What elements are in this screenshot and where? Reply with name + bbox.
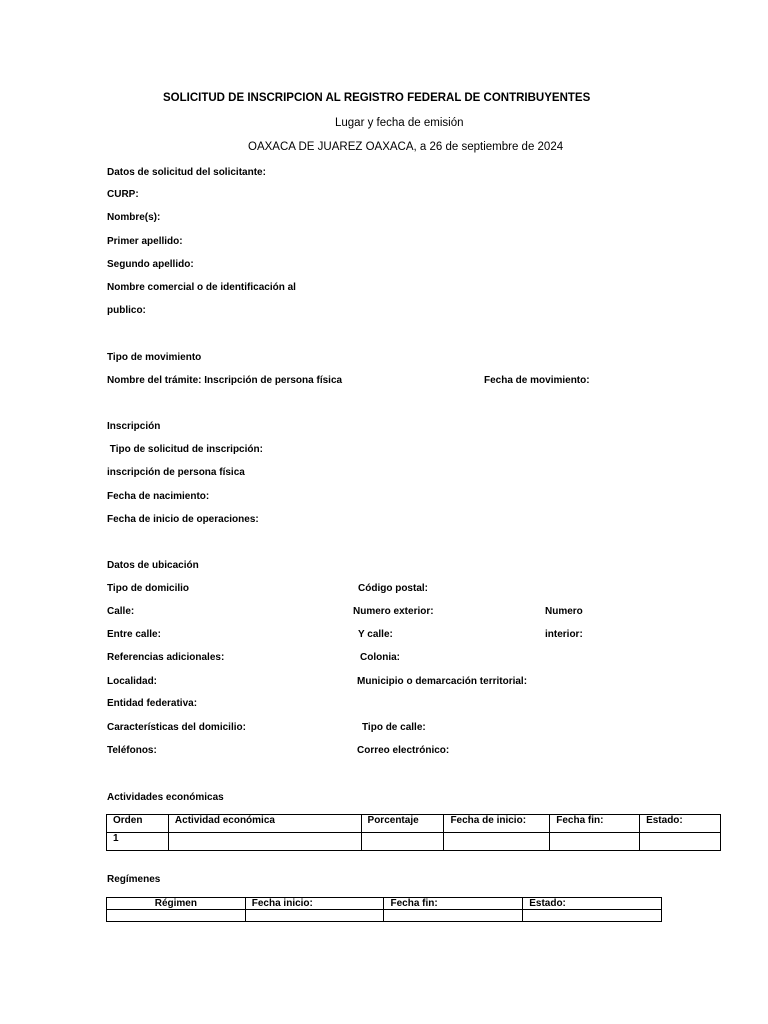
caracteristicas-label: Características del domicilio: bbox=[107, 722, 246, 733]
ubicacion-heading: Datos de ubicación bbox=[107, 560, 199, 571]
codigo-postal-label: Código postal: bbox=[358, 583, 428, 594]
table-cell: 1 bbox=[107, 833, 169, 851]
inscripcion-heading: Inscripción bbox=[107, 421, 161, 432]
referencias-label: Referencias adicionales: bbox=[107, 652, 225, 663]
colonia-label: Colonia: bbox=[360, 652, 400, 663]
table-cell bbox=[640, 833, 721, 851]
calle-label: Calle: bbox=[107, 606, 135, 617]
fecha-inicio-operaciones-label: Fecha de inicio de operaciones: bbox=[107, 514, 259, 525]
table-cell bbox=[444, 833, 550, 851]
correo-label: Correo electrónico: bbox=[357, 745, 450, 756]
curp-label: CURP: bbox=[107, 189, 139, 200]
actividades-heading: Actividades económicas bbox=[107, 792, 224, 803]
entre-calle-label: Entre calle: bbox=[107, 629, 161, 640]
table-cell bbox=[245, 910, 384, 922]
segundo-apellido-label: Segundo apellido: bbox=[107, 259, 194, 270]
tipo-solicitud-value: inscripción de persona física bbox=[107, 467, 245, 478]
header-cell: Régimen bbox=[107, 898, 246, 910]
actividades-table bbox=[106, 814, 721, 851]
table-header-row bbox=[107, 898, 662, 910]
numero-label: Numero bbox=[545, 606, 583, 617]
header-cell: Estado: bbox=[640, 815, 721, 833]
nombre-comercial-label: Nombre comercial o de identificación al bbox=[107, 282, 296, 293]
tipo-calle-label: Tipo de calle: bbox=[362, 722, 426, 733]
header-cell: Orden bbox=[107, 815, 169, 833]
municipio-label: Municipio o demarcación territorial: bbox=[357, 676, 528, 687]
tipo-solicitud-label: Tipo de solicitud de inscripción: bbox=[107, 444, 263, 455]
tipo-domicilio-label: Tipo de domicilio bbox=[107, 583, 190, 594]
header-cell: Fecha fin: bbox=[384, 898, 523, 910]
place-date-label: Lugar y fecha de emisión bbox=[335, 117, 464, 129]
telefonos-label: Teléfonos: bbox=[107, 745, 157, 756]
entidad-label: Entidad federativa: bbox=[107, 698, 198, 709]
primer-apellido-label: Primer apellido: bbox=[107, 236, 183, 247]
place-date-value: OAXACA DE JUAREZ OAXACA, a 26 de septiembre de 2024 bbox=[248, 141, 564, 153]
table-cell bbox=[168, 833, 361, 851]
numero-exterior-label: Numero exterior: bbox=[353, 606, 434, 617]
header-cell: Fecha inicio: bbox=[245, 898, 384, 910]
solicitante-heading: Datos de solicitud del solicitante: bbox=[107, 167, 266, 178]
header-cell: Porcentaje bbox=[361, 815, 444, 833]
table-cell bbox=[107, 910, 246, 922]
interior-label: interior: bbox=[545, 629, 583, 640]
localidad-label: Localidad: bbox=[107, 676, 158, 687]
table-row bbox=[107, 910, 662, 922]
regimenes-table bbox=[106, 897, 662, 922]
document-title: SOLICITUD DE INSCRIPCION AL REGISTRO FEDERAL DE CONTRIBUYENTES bbox=[163, 92, 591, 104]
tramite-label: Nombre del trámite: Inscripción de persona física bbox=[107, 375, 343, 386]
header-cell: Fecha de inicio: bbox=[444, 815, 550, 833]
regimenes-heading: Regímenes bbox=[107, 874, 161, 885]
movimiento-heading: Tipo de movimiento bbox=[107, 352, 202, 363]
header-cell: Fecha fin: bbox=[550, 815, 640, 833]
header-cell: Estado: bbox=[523, 898, 662, 910]
header-cell: Actividad económica bbox=[168, 815, 361, 833]
table-header-row bbox=[107, 815, 721, 833]
table-cell bbox=[384, 910, 523, 922]
fecha-movimiento-label: Fecha de movimiento: bbox=[484, 375, 590, 386]
table-cell bbox=[361, 833, 444, 851]
nombres-label: Nombre(s): bbox=[107, 212, 161, 223]
table-row bbox=[107, 833, 721, 851]
table-cell bbox=[550, 833, 640, 851]
nombre-comercial-label-cont: publico: bbox=[107, 305, 146, 316]
fecha-nacimiento-label: Fecha de nacimiento: bbox=[107, 491, 210, 502]
table-cell bbox=[523, 910, 662, 922]
y-calle-label: Y calle: bbox=[358, 629, 393, 640]
